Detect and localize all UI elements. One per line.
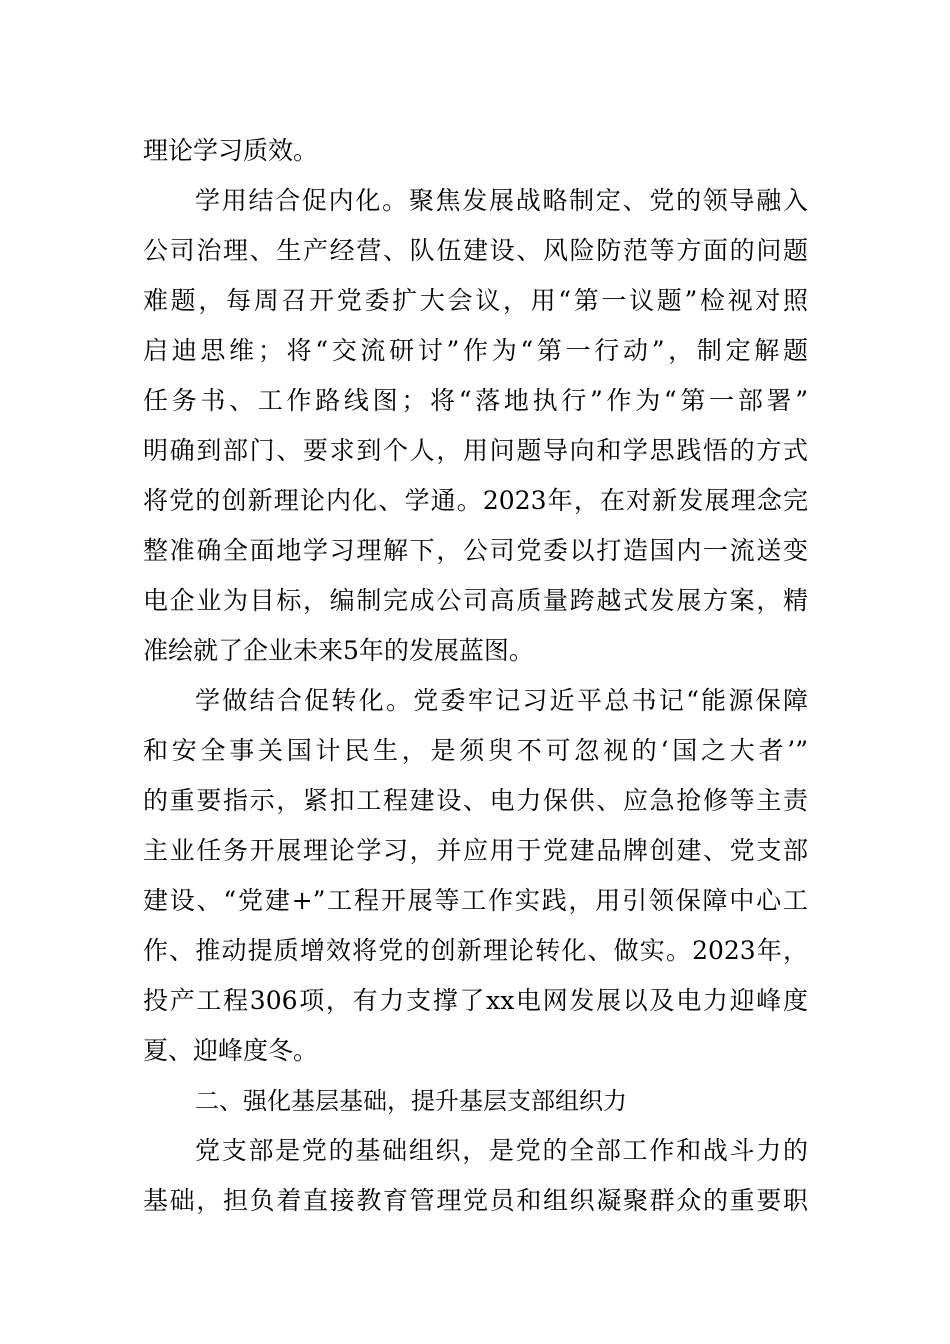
text-line: 和安全事关国计民生，是须臾不可忽视的‘国之大者’” bbox=[143, 736, 808, 765]
text-line: 启迪思维；将“交流研讨”作为“第一行动”，制定解题 bbox=[143, 336, 808, 365]
text-line: 党支部是党的基础组织，是党的全部工作和战斗力的 bbox=[195, 1136, 808, 1165]
text-line: 整准确全面地学习理解下，公司党委以打造国内一流送变 bbox=[143, 536, 808, 565]
document-body bbox=[143, 126, 808, 1226]
text-line: 学用结合促内化。聚焦发展战略制定、党的领导融入 bbox=[195, 186, 808, 215]
text-line: 主业任务开展理论学习，并应用于党建品牌创建、党支部 bbox=[143, 836, 808, 865]
section-heading: 二、强化基层基础，提升基层支部组织力 bbox=[195, 1087, 627, 1115]
text-line: 投产工程306项，有力支撑了xx电网发展以及电力迎峰度 bbox=[143, 986, 808, 1015]
text-line: 准绘就了企业未来5年的发展蓝图。 bbox=[143, 636, 534, 665]
text-line: 电企业为目标，编制完成公司高质量跨越式发展方案，精 bbox=[143, 586, 808, 615]
text-line: 基础，担负着直接教育管理党员和组织凝聚群众的重要职 bbox=[143, 1186, 808, 1215]
text-line: 理论学习质效。 bbox=[143, 136, 319, 165]
text-line: 夏、迎峰度冬。 bbox=[143, 1036, 319, 1065]
text-line: 将党的创新理论内化、学通。2023年，在对新发展理念完 bbox=[143, 486, 808, 515]
text-line: 作、推动提质增效将党的创新理论转化、做实。2023年， bbox=[143, 936, 808, 965]
text-line: 难题，每周召开党委扩大会议，用“第一议题”检视对照 bbox=[143, 286, 808, 315]
text-line: 学做结合促转化。党委牢记习近平总书记“能源保障 bbox=[195, 686, 808, 715]
text-line: 公司治理、生产经营、队伍建设、风险防范等方面的问题 bbox=[143, 236, 808, 265]
text-line: 的重要指示，紧扣工程建设、电力保供、应急抢修等主责 bbox=[143, 786, 808, 815]
text-line: 明确到部门、要求到个人，用问题导向和学思践悟的方式 bbox=[143, 436, 808, 465]
text-line: 任务书、工作路线图；将“落地执行”作为“第一部署” bbox=[143, 386, 808, 415]
text-line: 建设、“党建+”工程开展等工作实践，用引领保障中心工 bbox=[143, 886, 808, 915]
